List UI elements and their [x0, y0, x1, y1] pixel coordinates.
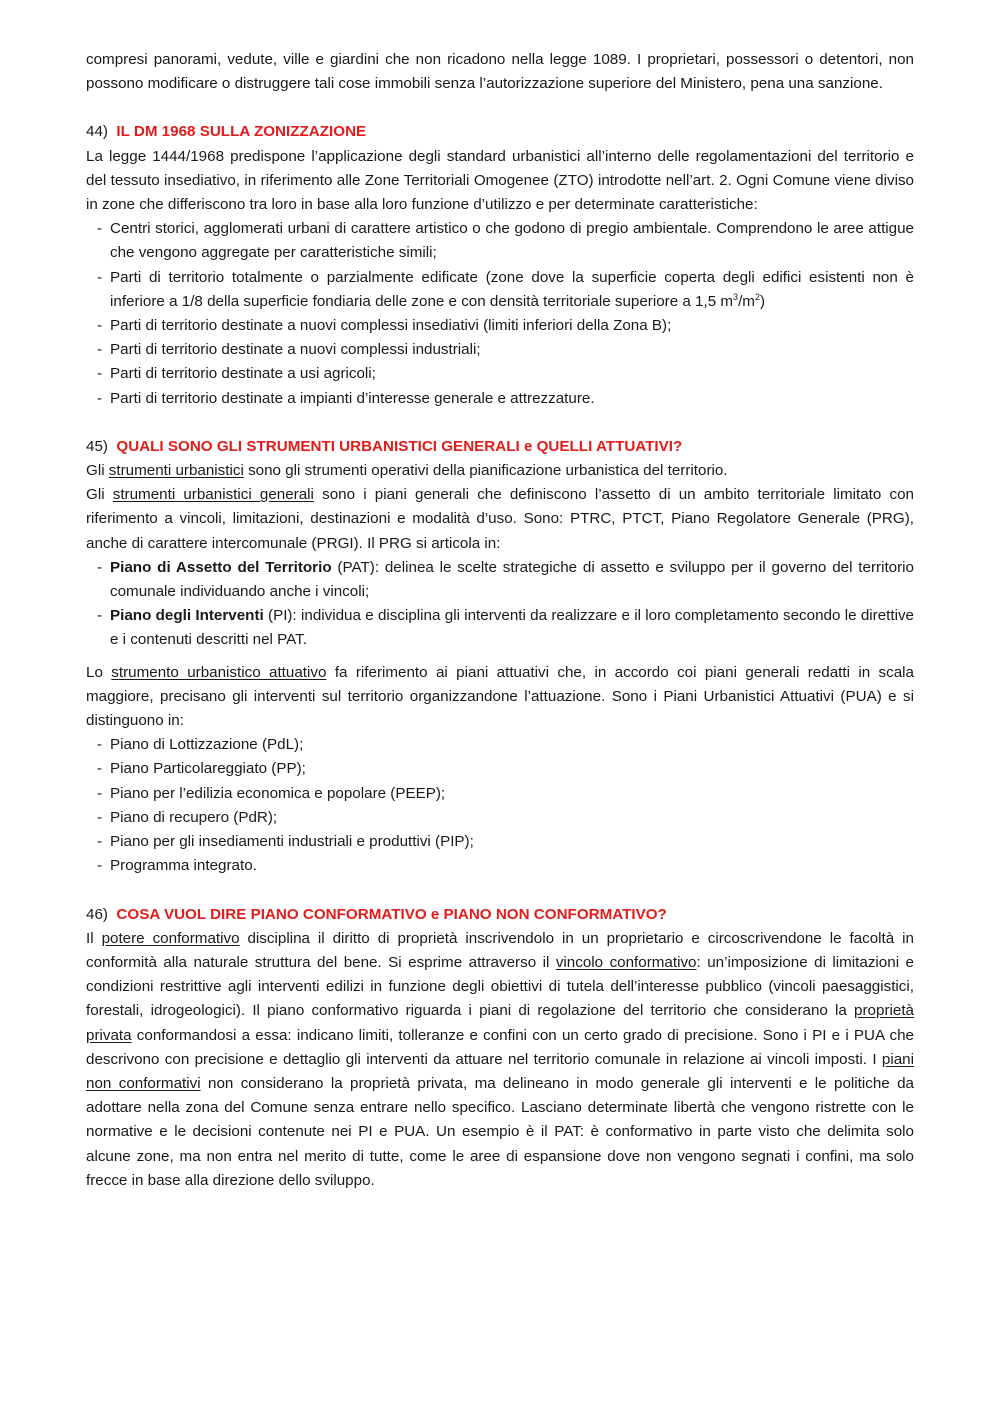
section-45-paragraph-2 — [86, 483, 914, 556]
list-item: - Parti di territorio destinate a usi agricoli; — [110, 362, 914, 386]
section-44-number: 44) — [86, 123, 108, 141]
underlined-term: piani non conformativi — [86, 1050, 914, 1092]
zto-list — [86, 217, 914, 411]
list-item: - Piano di recupero (PdR); — [110, 806, 914, 830]
list-item — [110, 556, 914, 604]
unit-superscript: 2 — [754, 291, 760, 302]
list-item — [110, 604, 914, 652]
list-item: - Parti di territorio destinate a impianti d’interesse generale e attrezzature. — [110, 387, 914, 411]
list-item: - Parti di territorio destinate a nuovi complessi insediativi (limiti inferiori della Zona B); — [110, 314, 914, 338]
underlined-term: potere conformativo — [101, 929, 240, 947]
text-run: disciplina il diritto di proprietà inscrivendolo in un proprietario e circoscrivendone le facoltà in conformità alla naturale struttura del bene. Si esprime attraverso il — [86, 929, 914, 971]
section-45-title: QUALI SONO GLI STRUMENTI URBANISTICI GENERALI e QUELLI ATTUATIVI? — [116, 437, 683, 455]
section-44-heading — [86, 120, 914, 144]
text-run: : un’imposizione di limitazioni e condizioni restrittive agli interventi edilizi in funzione degli obiettivi di tutela dell’interesse pubblico (vincoli paesaggistici, forestali, idrogeologici). Il piano conformativo riguarda i piani di regolazione del territorio che considerano la — [86, 953, 914, 1020]
list-item: - Piano di Lottizzazione (PdL); — [110, 733, 914, 757]
list-item: - Piano Particolareggiato (PP); — [110, 757, 914, 781]
section-45-number: 45) — [86, 437, 108, 455]
section-46-paragraph — [86, 927, 914, 1193]
text-run: (PAT): delinea le scelte strategiche di assetto e sviluppo per il governo del territorio comunale individuando anche i vincoli; — [110, 558, 914, 601]
text-run: sono gli strumenti operativi della pianificazione urbanistica del territorio. — [243, 462, 728, 480]
text-run: sono i piani generali che definiscono l’assetto di un ambito territoriale limitato con riferimento a vincoli, limitazioni, destinazioni e modalità d’uso. Sono: PTRC, PTCT, Piano Regolatore Generale (PRG), anche di carattere intercomunale (PRGI). Il PRG si articola in: — [86, 486, 914, 552]
section-46-number: 46) — [86, 905, 108, 923]
list-item-text: Parti di territorio totalmente o parzialmente edificate (zone dove la superficie coperta degli edifici esistenti non è inferiore a 1/8 della superficie fondiaria delle zone e con densità territoriale superiore a 1,5 m — [110, 268, 914, 310]
underlined-term: strumenti urbanistici — [108, 462, 244, 480]
underlined-term: strumenti urbanistici generali — [112, 486, 314, 504]
unit-text: ) — [759, 292, 766, 310]
section-44 — [86, 120, 914, 410]
text-run: (PI): individua e disciplina gli interventi da realizzare e il loro completamento secondo le direttive e i contenuti descritti nel PAT. — [110, 607, 914, 649]
unit-superscript: 3 — [733, 291, 739, 302]
section-45-heading — [86, 435, 914, 459]
prg-list — [86, 556, 914, 653]
bold-term: Piano di Assetto del Territorio — [110, 558, 332, 576]
section-45-paragraph-3 — [86, 661, 914, 734]
section-45-paragraph-1 — [86, 459, 914, 483]
list-item: - Centri storici, agglomerati urbani di carattere artistico o che godono di pregio ambientale. Comprendono le aree attigue che vengono aggregate per caratteristiche simili; — [110, 217, 914, 265]
pua-list — [86, 733, 914, 878]
list-item: - Programma integrato. — [110, 854, 914, 878]
underlined-term: strumento urbanistico attuativo — [111, 663, 327, 681]
list-item: - Piano per l’edilizia economica e popolare (PEEP); — [110, 782, 914, 806]
text-run: Gli — [86, 462, 109, 480]
list-item: - Piano per gli insediamenti industriali e produttivi (PIP); — [110, 830, 914, 854]
list-item: - Parti di territorio destinate a nuovi complessi industriali; — [110, 338, 914, 362]
text-run: Gli — [86, 486, 113, 504]
section-44-paragraph: La legge 1444/1968 predispone l’applicazione degli standard urbanistici all’interno delle regolamentazioni del territorio e del tessuto insediativo, in riferimento alle Zone Territoriali Omogenee (ZTO) introdotte nell’art. 2. Ogni Comune viene diviso in zone che differiscono tra loro in base alla loro funzione d’utilizzo e per determinate caratteristiche: — [86, 147, 914, 214]
intro-paragraph: compresi panorami, vedute, ville e giardini che non ricadono nella legge 1089. I proprietari, possessori o detentori, non possono modificare o distruggere tali cose immobili senza l’autorizzazione superiore del Ministero, pena una sanzione. — [86, 51, 914, 93]
text-run: non considerano la proprietà privata, ma delineano in modo generale gli interventi e le politiche da adottare nella zona del Comune senza entrare nello specifico. Lasciano determinate libertà che vengono ristrette con le normative e le decisioni contenute nei PI e PUA. Un esempio è il PAT: è conformativo in parte visto che delimita solo alcune zone, ma non entra nel merito di tutte, come le aree di espansione dove non vengono segnati i confini, ma solo frecce in base alla direzione dello sviluppo. — [86, 1074, 915, 1189]
bold-term: Piano degli Interventi — [110, 607, 264, 625]
section-46 — [86, 903, 914, 1193]
section-44-title: IL DM 1968 SULLA ZONIZZAZIONE — [116, 123, 367, 141]
text-run: conformandosi a essa: indicano limiti, tolleranze e confini con un certo grado di precisione. Sono i PI e i PUA che descrivono con precisione e dettaglio gli interventi da attuare nel territorio comunale in relazione ai vincoli imposti. I — [86, 1026, 914, 1068]
section-46-heading — [86, 903, 914, 927]
text-run: Il — [86, 929, 102, 947]
underlined-term: vincolo conformativo — [555, 953, 697, 971]
text-run: Lo — [86, 663, 112, 681]
list-item — [110, 266, 914, 314]
section-45 — [86, 435, 914, 879]
text-run: fa riferimento ai piani attuativi che, in accordo coi piani generali redatti in scala maggiore, precisano gli interventi sul territorio organizzandone l’attuazione. Sono i Piani Urbanistici Attuativi (PUA) e si distinguono in: — [86, 663, 914, 730]
underlined-term: proprietà privata — [86, 1002, 914, 1044]
unit-text: /m — [738, 292, 755, 310]
section-46-title: COSA VUOL DIRE PIANO CONFORMATIVO e PIANO NON CONFORMATIVO? — [116, 905, 667, 923]
